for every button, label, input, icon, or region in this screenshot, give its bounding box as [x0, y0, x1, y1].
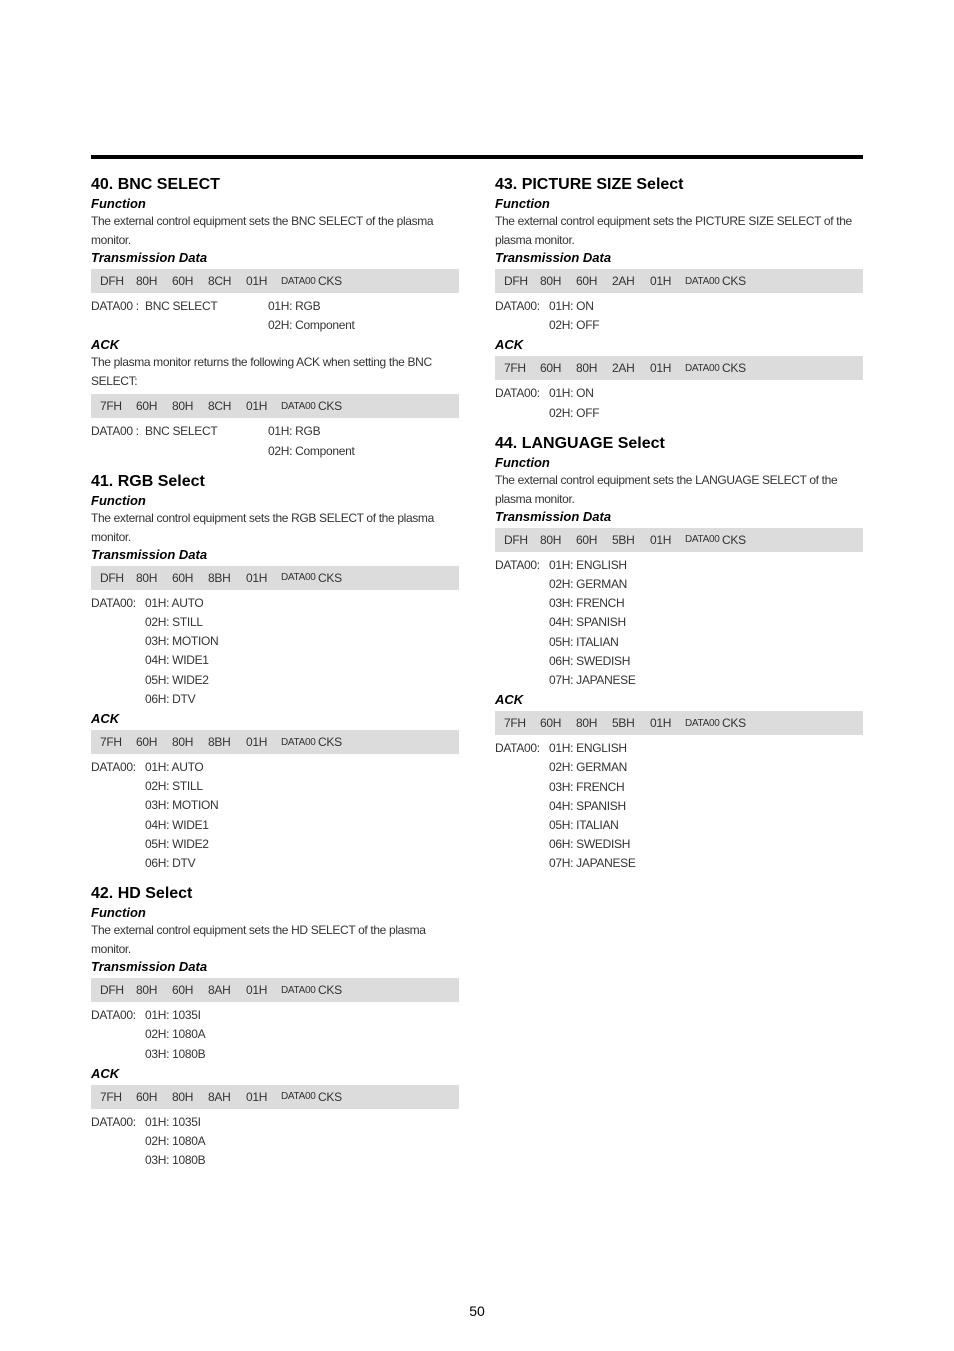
transmission-bar	[495, 269, 863, 293]
ack-bar	[495, 711, 863, 735]
data-label: DATA00:	[91, 760, 136, 775]
transmission-bar	[495, 528, 863, 552]
data-value: 05H: ITALIAN	[549, 634, 619, 649]
data-value: 01H: AUTO	[145, 760, 204, 775]
function-heading: Function	[91, 196, 146, 211]
data-value: 05H: ITALIAN	[549, 818, 619, 833]
bar-cell: DATA00	[685, 362, 720, 374]
data-values	[549, 739, 636, 873]
bar-cell: 01H	[650, 716, 672, 731]
section-title: 42. HD Select	[91, 885, 193, 903]
bar-cell: 01H	[650, 274, 672, 288]
data-label: DATA00:	[495, 557, 540, 572]
bar-cell: 80H	[136, 570, 158, 585]
ack-data	[91, 422, 459, 460]
bar-cell: 80H	[136, 983, 158, 998]
bar-cell: 60H	[136, 735, 158, 750]
data-value: 07H: JAPANESE	[549, 856, 636, 871]
bar-cell: 8BH	[208, 735, 231, 750]
left-column	[91, 176, 459, 1182]
data-values	[145, 1006, 205, 1064]
data-value: 02H: STILL	[145, 779, 203, 794]
data-label: DATA00:	[495, 386, 540, 401]
bar-cell: 80H	[576, 716, 598, 731]
bar-cell: DATA00	[281, 1091, 316, 1103]
top-rule	[91, 155, 863, 159]
function-text: The external control equipment sets the PICTURE SIZE SELECT of the plasma monitor.	[495, 214, 852, 247]
section-title: 43. PICTURE SIZE Select	[495, 176, 684, 193]
data-label: DATA00:	[495, 299, 540, 313]
ack-bar	[91, 394, 459, 418]
transmission-data	[495, 556, 863, 690]
bar-cell: 60H	[136, 1089, 158, 1104]
bar-cell: CKS	[318, 274, 342, 288]
bar-cell: DATA00	[281, 736, 316, 748]
transmission-heading: Transmission Data	[495, 508, 612, 524]
data-value: 01H: RGB	[268, 299, 321, 313]
bar-cell: 60H	[172, 983, 194, 998]
data-value: 02H: STILL	[145, 615, 203, 630]
data-value: 06H: DTV	[145, 691, 196, 706]
bar-cell: 80H	[576, 361, 598, 376]
data-value: 06H: SWEDISH	[549, 653, 631, 668]
bar-cell: CKS	[318, 983, 342, 998]
transmission-data	[91, 594, 459, 709]
ack-heading: ACK	[91, 711, 120, 727]
data-value: 02H: Component	[268, 318, 355, 333]
bar-cell: DFH	[100, 570, 124, 585]
ack-data	[495, 739, 863, 873]
ack-data	[91, 758, 459, 873]
bar-cell: CKS	[318, 1089, 342, 1104]
ack-data	[91, 1113, 459, 1171]
bar-cell: 60H	[576, 274, 598, 288]
ack-bar	[495, 356, 863, 380]
function-text: The external control equipment sets the BNC SELECT of the plasma monitor.	[91, 214, 434, 247]
page-number: 50	[469, 1303, 485, 1319]
function-text: The external control equipment sets the HD SELECT of the plasma monitor.	[91, 923, 426, 957]
bar-cell: DATA00	[685, 275, 720, 287]
bar-cell: 60H	[136, 399, 158, 414]
data-value: 04H: WIDE1	[145, 817, 209, 832]
data-value: 04H: WIDE1	[145, 653, 209, 668]
bar-cell: DATA00	[281, 572, 316, 584]
bar-cell: DATA00	[281, 984, 316, 996]
transmission-data	[495, 297, 863, 335]
bar-cell: 60H	[540, 361, 562, 376]
bar-cell: 80H	[172, 1089, 194, 1104]
data-value: 02H: 1080A	[145, 1134, 206, 1149]
data-value: 01H: 1035I	[145, 1008, 201, 1023]
function-text: The external control equipment sets the LANGUAGE SELECT of the plasma monitor.	[495, 472, 838, 506]
transmission-heading: Transmission Data	[91, 546, 208, 562]
data-label: DATA00:	[91, 1114, 136, 1129]
data-label: DATA00 :	[91, 299, 139, 313]
bar-cell: 8BH	[208, 570, 231, 585]
data-value: 03H: FRENCH	[549, 596, 625, 611]
data-value: 04H: SPANISH	[549, 798, 626, 813]
transmission-bar	[91, 566, 459, 590]
ack-heading: ACK	[91, 1065, 120, 1081]
data-value: 01H: ON	[549, 386, 594, 401]
data-value: 01H: 1035I	[145, 1114, 201, 1129]
bar-cell: 01H	[246, 983, 268, 998]
ack-text: The plasma monitor returns the following ACK when setting the BNC SELECT:	[91, 355, 432, 389]
bar-cell: 60H	[540, 716, 562, 731]
ack-heading: ACK	[495, 337, 524, 353]
bar-cell: DFH	[504, 532, 528, 547]
bar-cell: 01H	[246, 735, 268, 750]
transmission-bar	[91, 978, 459, 1002]
bar-cell: 8AH	[208, 1089, 231, 1104]
transmission-bar	[91, 269, 459, 293]
data-values	[145, 594, 218, 709]
data-value: 06H: DTV	[145, 856, 196, 871]
data-values	[145, 758, 218, 873]
bar-cell: 7FH	[100, 399, 122, 414]
bar-cell: DATA00	[281, 400, 316, 412]
section	[91, 473, 459, 873]
bar-cell: CKS	[318, 570, 342, 585]
transmission-heading: Transmission Data	[91, 250, 208, 265]
data-value: 05H: WIDE2	[145, 672, 209, 687]
bar-cell: CKS	[722, 716, 746, 731]
function-heading: Function	[495, 454, 550, 470]
bar-cell: 60H	[172, 274, 194, 288]
bar-cell: 01H	[246, 274, 268, 288]
bar-cell: 8CH	[208, 399, 232, 414]
function-heading: Function	[495, 196, 550, 211]
bar-cell: 8AH	[208, 983, 231, 998]
bar-cell: 7FH	[504, 361, 526, 376]
data-value: 03H: 1080B	[145, 1153, 206, 1168]
data-name-text: BNC SELECT	[145, 424, 218, 439]
section	[91, 176, 459, 461]
data-values	[145, 1113, 205, 1171]
bar-cell: 2AH	[612, 274, 635, 288]
data-value: 01H: RGB	[268, 424, 321, 439]
data-value: 03H: FRENCH	[549, 779, 625, 794]
ack-bar	[91, 1085, 459, 1109]
data-label: DATA00:	[91, 1008, 136, 1023]
ack-heading: ACK	[91, 337, 120, 353]
data-value: 02H: OFF	[549, 318, 600, 333]
data-label: DATA00:	[495, 741, 540, 756]
section	[495, 435, 863, 874]
bar-cell: 01H	[246, 570, 268, 585]
data-value: 01H: ENGLISH	[549, 741, 627, 756]
bar-cell: 80H	[172, 399, 194, 414]
function-heading: Function	[91, 905, 146, 921]
bar-cell: 80H	[540, 274, 562, 288]
bar-cell: 8CH	[208, 274, 232, 288]
bar-cell: 60H	[576, 532, 598, 547]
bar-cell: CKS	[722, 532, 746, 547]
function-heading: Function	[91, 492, 146, 508]
bar-cell: 01H	[246, 399, 268, 414]
bar-cell: 80H	[136, 274, 158, 288]
data-values	[268, 422, 355, 460]
ack-heading: ACK	[495, 692, 524, 708]
data-value: 03H: MOTION	[145, 634, 219, 649]
ack-bar	[91, 730, 459, 754]
data-value: 02H: 1080A	[145, 1027, 206, 1042]
transmission-heading: Transmission Data	[495, 250, 612, 265]
ack-data	[495, 384, 863, 422]
bar-cell: 7FH	[100, 1089, 122, 1104]
data-value: 06H: SWEDISH	[549, 837, 631, 852]
data-label: DATA00 :	[91, 424, 139, 439]
data-value: 03H: 1080B	[145, 1046, 206, 1061]
bar-cell: 80H	[172, 735, 194, 750]
bar-cell: DFH	[504, 274, 528, 288]
section-title: 41. RGB Select	[91, 472, 205, 490]
data-value: 07H: JAPANESE	[549, 673, 636, 688]
bar-cell: CKS	[722, 361, 746, 376]
bar-cell: DFH	[100, 983, 124, 998]
data-value: 04H: SPANISH	[549, 615, 626, 630]
transmission-heading: Transmission Data	[91, 959, 208, 975]
transmission-data	[91, 1006, 459, 1064]
section-title: 44. LANGUAGE Select	[495, 434, 665, 452]
bar-cell: DATA00	[685, 534, 720, 546]
data-value: 01H: ENGLISH	[549, 557, 627, 572]
bar-cell: CKS	[722, 274, 746, 288]
right-column	[495, 176, 863, 886]
bar-cell: DATA00	[281, 275, 316, 287]
data-value: 02H: GERMAN	[549, 577, 628, 592]
bar-cell: 5BH	[612, 532, 635, 547]
bar-cell: 5BH	[612, 716, 635, 731]
bar-cell: CKS	[318, 735, 342, 750]
data-value: 03H: MOTION	[145, 798, 219, 813]
transmission-data	[91, 297, 459, 335]
bar-cell: CKS	[318, 399, 342, 414]
function-text: The external control equipment sets the RGB SELECT of the plasma monitor.	[91, 510, 434, 544]
bar-cell: 7FH	[100, 735, 122, 750]
bar-cell: 01H	[650, 532, 672, 547]
bar-cell: 80H	[540, 532, 562, 547]
data-value: 02H: OFF	[549, 405, 600, 420]
section	[495, 176, 863, 423]
data-value: 02H: Component	[268, 443, 355, 458]
data-values	[549, 556, 636, 690]
data-value: 01H: AUTO	[145, 595, 204, 610]
data-value: 02H: GERMAN	[549, 760, 628, 775]
data-name-text: BNC SELECT	[145, 299, 218, 313]
bar-cell: 01H	[246, 1089, 268, 1104]
section	[91, 885, 459, 1170]
bar-cell: 01H	[650, 361, 672, 376]
data-label: DATA00:	[91, 595, 136, 610]
bar-cell: DATA00	[685, 717, 720, 729]
data-values	[549, 384, 599, 422]
data-values	[268, 297, 355, 335]
data-values	[549, 297, 599, 335]
section-title: 40. BNC SELECT	[91, 176, 220, 193]
bar-cell: 2AH	[612, 361, 635, 376]
data-value: 01H: ON	[549, 299, 594, 313]
data-value: 05H: WIDE2	[145, 836, 209, 851]
bar-cell: 7FH	[504, 716, 526, 731]
bar-cell: 60H	[172, 570, 194, 585]
bar-cell: DFH	[100, 274, 124, 288]
